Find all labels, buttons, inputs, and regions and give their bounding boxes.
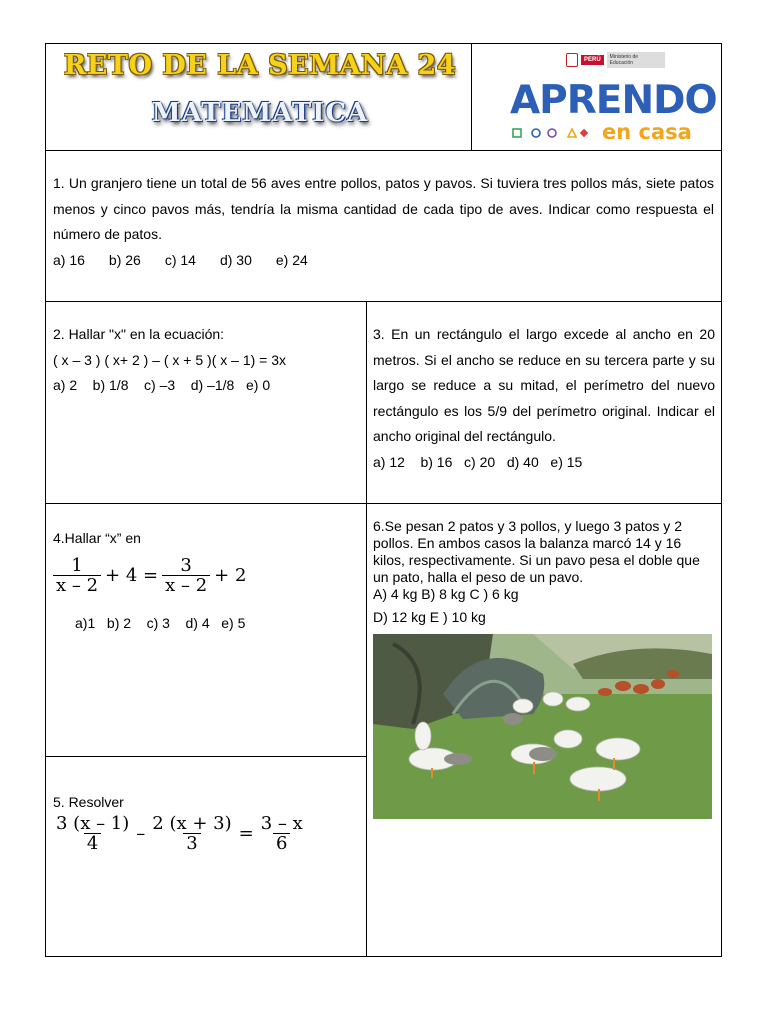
- fraction: $\frac{1}{x - 2}$: [53, 556, 101, 595]
- question-6-options-1: A) 4 kg B) 8 kg C ) 6 kg: [373, 586, 519, 602]
- row-divider-1: [46, 150, 721, 151]
- peru-label: PERÚ: [581, 55, 604, 65]
- question-4-options: a)1 b) 2 c) 3 d) 4 e) 5: [75, 614, 246, 631]
- fraction: $\frac{3}{x - 2}$: [162, 556, 210, 595]
- option: e) 24: [275, 251, 308, 268]
- question-5: [53, 792, 359, 853]
- fraction: $\frac{3 - x}{6}$: [260, 813, 303, 854]
- question-5-equation: $\frac{3 (x - 1)}{4}$ – $\frac{2 (x + 3)}{3}$ = $\frac{3 - x}{6}$: [53, 814, 359, 853]
- header-divider: [471, 44, 472, 150]
- fraction: $\frac{2 (x + 3)}{3}$: [152, 813, 232, 854]
- question-4: [53, 526, 359, 636]
- question-4-prompt: 4.Hallar “x” en: [53, 530, 141, 546]
- question-3: [373, 322, 715, 475]
- coat-of-arms-icon: [566, 53, 578, 67]
- question-4-equation: $\frac{1}{x - 2}$ + 4 = $\frac{3}{x - 2}$ + 2: [53, 556, 359, 595]
- question-2-prompt: 2. Hallar "x" en la ecuación:: [53, 326, 225, 342]
- brand-main-text: APRENDO: [510, 78, 717, 123]
- question-2-equation: ( x – 3 ) ( x+ 2 ) – ( x + 5 )( x – 1) = 3x: [53, 351, 287, 368]
- row-divider-2: [46, 301, 721, 302]
- aprendo-en-casa-logo: [482, 48, 717, 148]
- question-2-options: a) 2 b) 1/8 c) –3 d) –1/8 e) 0: [53, 377, 271, 393]
- question-6-text: 6.Se pesan 2 patos y 3 pollos, y luego 3 patos y 2 pollos. En ambos casos la balanza marcó 14 y 16 kilos, respectivamente. Si un pavo pesa el doble que un pato, halla el peso de un pavo.: [373, 518, 700, 585]
- brand-sub-text: en casa: [602, 120, 692, 144]
- brand-shapes-icon: [512, 128, 588, 138]
- worksheet: [45, 43, 722, 957]
- row-divider-3: [46, 503, 721, 504]
- option: c) 14: [164, 251, 196, 268]
- column-divider: [366, 301, 367, 956]
- question-3-text: 3. En un rectángulo el largo excede al ancho en 20 metros. Si el ancho se reduce en su tercera parte y su largo se reduce a su mitad, el perímetro del nuevo rectángulo es los 5/9 del perímetro original. Indicar el ancho original del rectángulo.: [373, 326, 715, 444]
- row-divider-4: [46, 756, 366, 757]
- question-3-options: a) 12 b) 16 c) 20 d) 40 e) 15: [373, 453, 583, 470]
- ministry-label: Ministerio de Educación: [607, 52, 665, 68]
- geese-photo: [373, 634, 712, 819]
- challenge-title: RETO DE LA SEMANA 24: [63, 50, 457, 81]
- question-1: [53, 171, 714, 273]
- question-6-options-2: D) 12 kg E ) 10 kg: [373, 609, 486, 625]
- question-1-text: 1. Un granjero tiene un total de 56 aves entre pollos, patos y pavos. Si tuviera tres pollos más, siete patos menos y cinco pavos más, tendría la misma cantidad de cada tipo de aves. Indicar como respuesta el número de patos.: [53, 175, 714, 242]
- government-banner: [566, 53, 665, 67]
- question-5-prompt: 5. Resolver: [53, 794, 124, 810]
- fraction: $\frac{3 (x - 1)}{4}$: [56, 813, 130, 854]
- question-6: [373, 518, 715, 626]
- question-1-options: [53, 248, 714, 274]
- option: b) 26: [108, 251, 141, 268]
- question-2: [53, 322, 359, 399]
- subject-title: MATEMATICA: [151, 98, 369, 128]
- option: a) 16: [53, 251, 85, 268]
- option: d) 30: [219, 251, 252, 268]
